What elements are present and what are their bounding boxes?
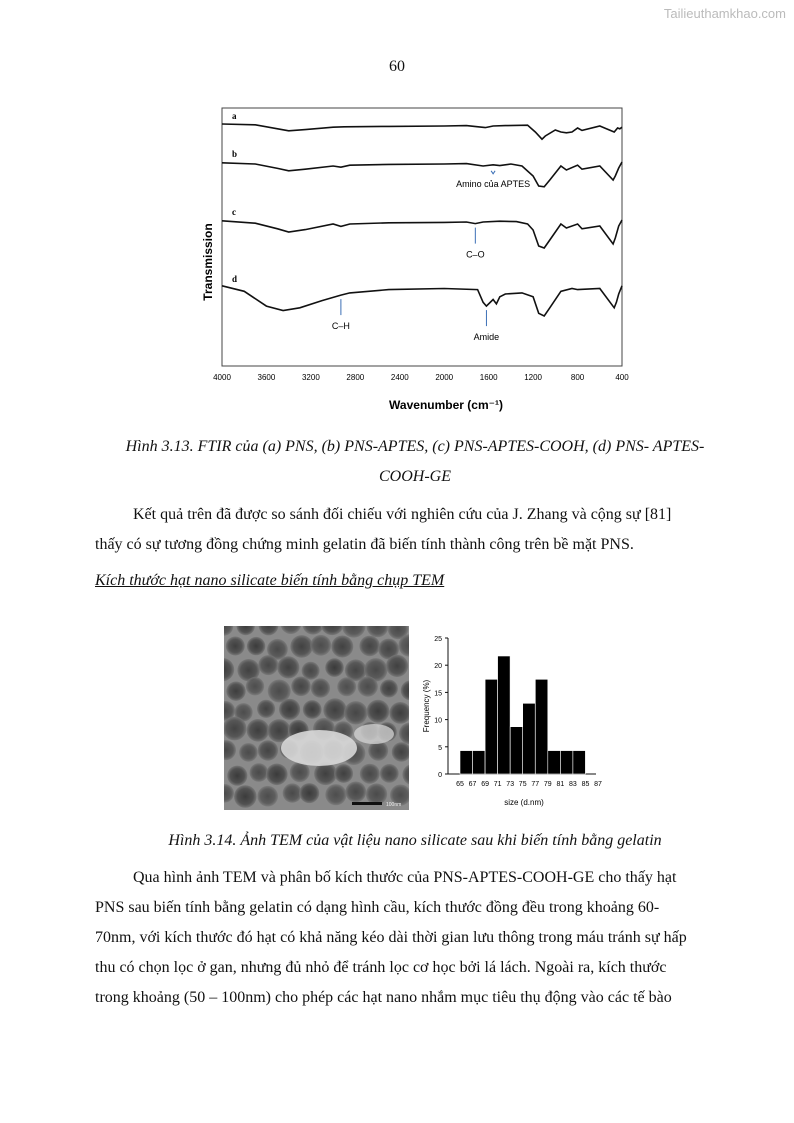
ftir-xtick: 400: [615, 373, 629, 382]
hist-bar: [485, 679, 498, 774]
tem-particle: [257, 786, 278, 807]
hist-xtick-label: 87: [594, 781, 602, 788]
hist-xlabel: size (d.nm): [504, 798, 544, 807]
ftir-annotation-label: Amide: [473, 332, 500, 343]
tem-particle: [283, 783, 302, 802]
figure-14-caption: Hình 3.14. Ảnh TEM của vật liệu nano silicate sau khi biến tính bằng gelatin: [168, 832, 662, 849]
ftir-xtick: 2800: [346, 373, 365, 382]
hist-ytick-label: 5: [438, 744, 442, 752]
ftir-xtick: 1600: [479, 373, 498, 382]
ftir-series-label-a: a: [232, 111, 237, 121]
paragraph2-line2: PNS sau biến tính bằng gelatin có dạng hình cầu, kích thước đồng đều trong khoảng 60-: [95, 899, 660, 916]
tem-particle: [279, 699, 300, 720]
tem-particle: [277, 656, 299, 678]
tem-particle: [331, 636, 353, 658]
hist-xtick-label: 79: [543, 781, 552, 788]
ftir-ylabel: Transmission: [201, 223, 215, 301]
hist-bar: [460, 751, 473, 774]
hist-bar: [560, 751, 573, 774]
tem-particle: [325, 784, 346, 805]
ftir-chart: [196, 100, 636, 420]
paragraph2-line3: 70nm, với kích thước đó hạt có khả năng kéo dài thời gian lưu thông trong máu tránh sự hấp: [95, 929, 687, 946]
tem-particle: [266, 764, 288, 786]
tem-particle: [246, 677, 264, 695]
tem-particle: [257, 700, 275, 718]
hist-xtick-label: 81: [556, 781, 565, 788]
section-subheading: Kích thước hạt nano silicate biến tính bằng chụp TEM: [95, 572, 445, 589]
hist-ylabel: Frequency (%): [422, 679, 431, 733]
tem-particle: [334, 764, 353, 783]
hist-xtick-label: 65: [456, 781, 464, 788]
ftir-xtick: 3600: [257, 373, 276, 382]
page-number: 60: [389, 58, 405, 75]
ftir-annotation-arrow: [491, 171, 495, 174]
tem-particle: [345, 782, 366, 803]
tem-particle: [226, 682, 245, 701]
tem-image: [224, 626, 409, 810]
ftir-xtick: 1200: [524, 373, 543, 382]
hist-ytick-label: 15: [434, 690, 442, 698]
tem-particle: [250, 763, 269, 782]
hist-ytick-label: 10: [434, 717, 442, 725]
ftir-xlabel: Wavenumber (cm⁻¹): [389, 398, 503, 412]
tem-particle: [291, 677, 311, 697]
ftir-series-d: [222, 286, 622, 316]
tem-particle: [323, 698, 346, 721]
tem-particle: [337, 677, 356, 696]
hist-ytick-label: 0: [438, 772, 442, 779]
hist-xtick-label: 77: [531, 781, 540, 788]
hist-bar: [523, 703, 536, 774]
size-histogram: [416, 628, 616, 810]
tem-particle: [358, 676, 378, 696]
tem-particle: [359, 636, 380, 657]
ftir-annotation-label: Amino của APTES: [456, 178, 531, 189]
hist-xtick-label: 85: [581, 781, 590, 788]
tem-particle: [234, 785, 257, 808]
ftir-plot-frame: [222, 108, 622, 366]
figure-13-caption-line1: Hình 3.13. FTIR của (a) PNS, (b) PNS-APTES, (c) PNS-APTES-COOH, (d) PNS- APTES-: [125, 438, 705, 455]
tem-particle: [311, 678, 330, 697]
tem-particle: [247, 719, 270, 742]
hist-bar: [510, 727, 523, 774]
tem-particle: [290, 762, 310, 782]
hist-bar: [473, 751, 486, 774]
paragraph2-line5: trong khoảng (50 – 100nm) cho phép các hạt nano nhắm mục tiêu thụ động vào các tế bào: [95, 989, 672, 1006]
tem-particle: [344, 701, 367, 724]
tem-particle: [247, 637, 265, 655]
ftir-series-b: [222, 162, 622, 187]
ftir-series-label-c: c: [232, 207, 236, 217]
tem-particle: [299, 783, 319, 803]
tem-particle: [226, 637, 245, 656]
hist-xtick-label: 69: [481, 781, 489, 788]
hist-xtick-label: 67: [468, 781, 477, 788]
ftir-annotation-label: C–O: [466, 249, 485, 260]
hist-xtick-label: 71: [493, 781, 502, 788]
hist-bar: [548, 751, 561, 774]
tem-particle: [360, 764, 380, 784]
tem-particle: [258, 740, 278, 760]
hist-xtick-label: 73: [506, 781, 515, 788]
tem-particle: [380, 680, 398, 698]
paragraph1-line2: thấy có sự tương đồng chứng minh gelatin đã biến tính thành công trên bề mặt PNS.: [95, 536, 634, 553]
paragraph1-line1: Kết quả trên đã được so sánh đối chiếu với nghiên cứu của J. Zhang và cộng sự [81]: [133, 506, 672, 523]
hist-bar: [535, 679, 548, 774]
tem-particle: [367, 700, 390, 723]
ftir-series-label-d: d: [232, 274, 238, 284]
hist-ytick-label: 25: [434, 636, 442, 643]
hist-xtick-label: 75: [518, 781, 527, 788]
tem-particle: [310, 635, 331, 656]
figure-13-caption-line2: COOH-GE: [379, 468, 451, 485]
watermark: Tailieuthamkhao.com: [663, 6, 786, 21]
ftir-xtick: 3200: [301, 373, 320, 382]
ftir-xtick: 2000: [435, 373, 454, 382]
ftir-xtick: 4000: [213, 373, 231, 382]
hist-xtick-label: 83: [569, 781, 577, 788]
ftir-annotation-label: C–H: [331, 321, 350, 332]
hist-ytick-label: 20: [434, 663, 442, 671]
tem-particle: [303, 700, 322, 719]
scale-bar-label: 100nm: [386, 802, 402, 808]
tem-particle: [258, 655, 278, 675]
paragraph2-line4: thu có chọn lọc ở gan, nhưng đủ nhỏ để tránh lọc cơ học bởi lá lách. Ngoài ra, kích thước: [95, 959, 667, 976]
scale-bar: [352, 802, 382, 805]
ftir-xtick: 800: [570, 373, 585, 382]
tem-particle: [325, 658, 344, 677]
tem-particle: [302, 662, 320, 680]
paragraph2-line1: Qua hình ảnh TEM và phân bố kích thước của PNS-APTES-COOH-GE cho thấy hạt: [133, 869, 677, 886]
ftir-series-a: [222, 124, 622, 139]
tem-particle: [380, 764, 399, 783]
ftir-xtick: 2400: [390, 373, 409, 382]
ftir-series-c: [222, 220, 622, 248]
tem-particle: [386, 655, 408, 677]
hist-bar: [573, 751, 586, 774]
tem-particle: [366, 783, 387, 804]
ftir-series-label-b: b: [232, 149, 238, 159]
hist-bar: [498, 656, 511, 774]
tem-particle: [239, 743, 258, 762]
tem-particle: [290, 635, 313, 658]
tem-particle: [227, 766, 247, 786]
